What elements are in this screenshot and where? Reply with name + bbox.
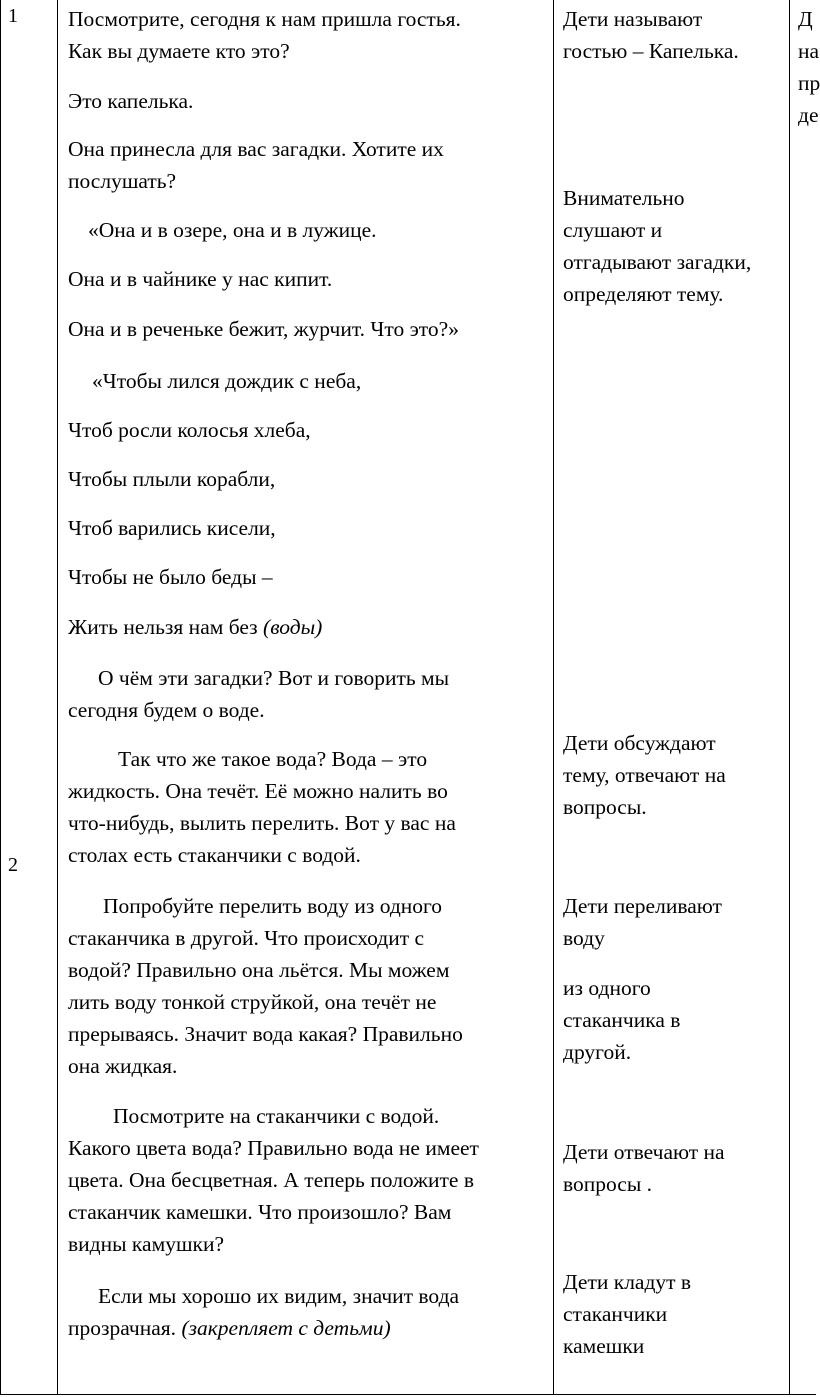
riddle-2-line-4: Чтоб варились кисели, — [68, 516, 276, 540]
right-fragment-3: пр — [798, 71, 820, 95]
riddle-1-line-1: «Она и в озере, она и в лужице. — [88, 218, 377, 242]
color-line-1: Посмотрите на стаканчики с водой. — [113, 1104, 440, 1128]
teacher-intro-line-2: Как вы думаете кто это? — [68, 39, 290, 63]
column-divider-2 — [553, 0, 554, 1395]
pour-water-line-6: она жидкая. — [68, 1054, 178, 1078]
children-activity-6-line-2: вопросы . — [563, 1172, 653, 1196]
teacher-riddles-line-1: Она принесла для вас загадки. Хотите их — [68, 137, 444, 161]
transparent-line-1: Если мы хорошо их видим, значит вода — [98, 1284, 460, 1308]
water-definition-line-1: Так что же такое вода? Вода – это — [118, 747, 428, 771]
water-definition-line-2: жидкость. Она течёт. Её можно налить во — [68, 779, 448, 803]
riddle-1-line-2: Она и в чайнике у нас кипит. — [68, 267, 333, 291]
color-line-5: видны камушки? — [68, 1232, 224, 1256]
children-activity-3-line-2: тему, отвечают на — [563, 763, 726, 787]
pour-water-line-3: водой? Правильно она льётся. Мы можем — [68, 958, 450, 982]
row-number-1: 1 — [8, 5, 18, 27]
children-activity-3-line-3: вопросы. — [563, 795, 647, 819]
table-border-left — [0, 0, 1, 1395]
children-activity-1-line-2: гостью – Капелька. — [563, 39, 739, 63]
children-activity-7-line-2: стаканчики — [563, 1302, 668, 1326]
riddle-2-line-3: Чтобы плыли корабли, — [68, 467, 276, 491]
color-line-4: стаканчик камешки. Что произошло? Вам — [68, 1200, 452, 1224]
pour-water-line-1: Попробуйте перелить воду из одного — [103, 894, 443, 918]
water-definition-line-3: что-нибудь, вылить перелить. Вот у вас на — [68, 811, 456, 835]
column-divider-1 — [57, 0, 58, 1395]
children-activity-6-line-1: Дети отвечают на — [563, 1140, 725, 1164]
water-definition-line-4: столах есть стаканчики с водой. — [68, 843, 361, 867]
children-activity-5-line-3: другой. — [563, 1040, 632, 1064]
color-line-3: цвета. Она бесцветная. А теперь положите в — [68, 1168, 474, 1192]
children-activity-2-line-3: отгадывают загадки, — [563, 250, 752, 274]
transparent-line-2 — [68, 1312, 391, 1344]
children-activity-1-line-1: Дети называют — [563, 7, 703, 31]
riddle-2-line-5: Чтобы не было беды – — [68, 565, 273, 589]
children-activity-2-line-4: определяют тему. — [563, 282, 724, 306]
transparent-word: прозрачная. — [68, 1316, 182, 1340]
riddle-2-line-2: Чтоб росли колосья хлеба, — [68, 418, 311, 442]
riddle-2-line-6 — [68, 611, 322, 643]
right-fragment-4: де — [798, 103, 819, 127]
children-activity-7-line-1: Дети кладут в — [563, 1270, 692, 1294]
teacher-droplet-line: Это капелька. — [68, 89, 194, 113]
children-activity-4-line-2: воду — [563, 926, 605, 950]
children-activity-2-line-2: слушают и — [563, 218, 663, 242]
riddle-2-answer: (воды) — [263, 615, 323, 639]
children-activity-5-line-2: стаканчика в — [563, 1008, 681, 1032]
teacher-intro-line-1: Посмотрите, сегодня к нам пришла гостья. — [68, 7, 461, 31]
teacher-note: (закрепляет с детьми) — [181, 1316, 391, 1340]
children-activity-7-line-3: камешки — [563, 1334, 645, 1358]
table-border-bottom — [0, 1394, 816, 1395]
pour-water-line-5: прерываясь. Значит вода какая? Правильно — [68, 1022, 463, 1046]
right-fragment-1: Д — [798, 7, 813, 31]
right-fragment-2: на — [798, 39, 820, 63]
pour-water-line-2: стаканчика в другой. Что происходит с — [68, 926, 425, 950]
row-number-2: 2 — [8, 854, 18, 876]
teacher-riddles-line-2: послушать? — [68, 169, 177, 193]
riddle-2-line-1: «Чтобы лился дождик с неба, — [92, 369, 362, 393]
pour-water-line-4: лить воду тонкой струйкой, она течёт не — [68, 990, 437, 1014]
riddle-1-line-3: Она и в реченьке бежит, журчит. Что это?» — [68, 317, 459, 341]
children-activity-2-line-1: Внимательно — [563, 186, 685, 210]
color-line-2: Какого цвета вода? Правильно вода не имеет — [68, 1136, 479, 1160]
clipped-right-column — [790, 0, 820, 1394]
topic-line-1: О чём эти загадки? Вот и говорить мы — [98, 666, 450, 690]
children-activity-3-line-1: Дети обсуждают — [563, 731, 716, 755]
children-activity-4-line-1: Дети переливают — [563, 894, 722, 918]
topic-line-2: сегодня будем о воде. — [68, 698, 265, 722]
children-activity-5-line-1: из одного — [563, 976, 651, 1000]
riddle-2-answer-prefix: Жить нельзя нам без — [68, 615, 264, 639]
